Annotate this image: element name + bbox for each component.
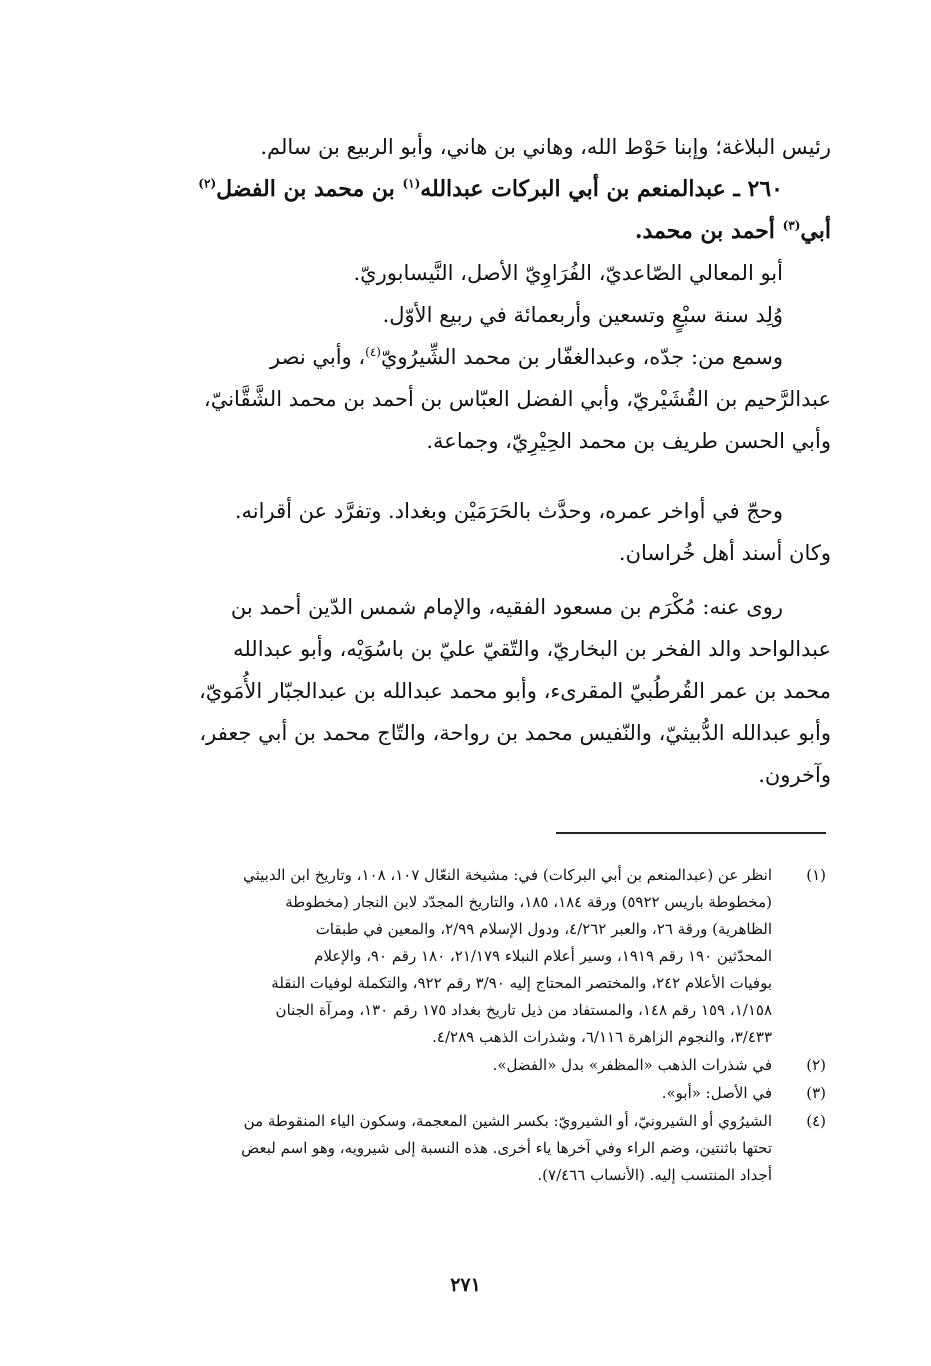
- footnote-line: ١/١٥٨، ١٥٩ رقم ١٤٨، والمستفاد من ذيل تاريخ بغداد ١٧٥ رقم ١٣٠، ومرآة الجنان: [275, 1001, 772, 1019]
- footnote-4: [100, 1108, 826, 1189]
- footnote-ref-4[interactable]: (٤): [365, 345, 381, 359]
- footnote-line: انظر عن (عبدالمنعم بن أبي البركات) في: مشيخة النعّال ١٠٧، ١٠٨، وتاريخ ابن الدبيثي: [243, 866, 772, 884]
- footnote-ref-3[interactable]: (٣): [782, 218, 801, 233]
- text-line-5: وُلِد سنة سبْعٍ وتسعين وأربعمائة في ربيع الأوّل.: [382, 303, 783, 327]
- entry-heading-line-1: [99, 168, 831, 210]
- page-number: ٢٧١: [450, 1274, 481, 1296]
- footnote-line: (مخطوطة باريس ٥٩٢٢) ورقة ١٨٤، ١٨٥، والتاريخ المجدّد لابن النجار (مخطوطة: [285, 893, 772, 911]
- text-line-4: أبو المعالي الصّاعديّ، الفُرَاوِيّ الأصل، النَّيسابوريّ.: [353, 261, 783, 285]
- main-text-block-1: [99, 126, 831, 462]
- footnote-line: في شذرات الذهب «المظفر» بدل «الفضل».: [492, 1056, 772, 1074]
- footnote-line: الظاهرية) ورقة ٢٦، والعبر ٤/٢٦٢، ودول الإسلام ٢/٩٩، والمعين في طبقات: [315, 920, 772, 938]
- text-line-7: عبدالرَّحيم بن القُشَيْريّ، وأبي الفضل العبّاس بن أحمد بن محمد الشَّقَّانيّ،: [203, 387, 831, 411]
- footnote-line: بوفيات الأعلام ٢٤٢، والمختصر المحتاج إليه ٣/٩٠ رقم ٩٢٢، والتكملة لوفيات النقلة: [271, 974, 772, 992]
- footnote-2: [100, 1052, 826, 1079]
- text-line-11: روى عنه: مُكْرَم بن مسعود الفقيه، والإمام شمس الدّين أحمد بن: [230, 595, 783, 619]
- footnote-ref-2[interactable]: (٢): [198, 176, 217, 191]
- text-line-14: وأبو عبدالله الدُّبيثيّ، والنّفيس محمد بن رواحة، والتّاج محمد بن أبي جعفر،: [199, 721, 831, 745]
- footnote-number: (١): [806, 866, 826, 884]
- footnote-body: [100, 1108, 772, 1189]
- footnote-line: المحدّثين ١٩٠ رقم ١٩١٩، وسير أعلام النبلاء ٢١/١٧٩، ١٨٠ رقم ٩٠، والإعلام: [314, 947, 772, 965]
- footnote-line: تحتها باثنتين، وضم الراء وفي آخرها ياء أخرى. هذه النسبة إلى شيرويه، وهو اسم لبعض: [241, 1139, 772, 1157]
- main-text-block-2: [99, 490, 831, 574]
- footnote-line: ٣/٤٣٣، والنجوم الزاهرة ٦/١١٦، وشذرات الذهب ٤/٢٨٩.: [432, 1028, 772, 1046]
- text-line-8: وأبي الحسن طريف بن محمد الحِيْرِيّ، وجماعة.: [426, 429, 831, 453]
- entry-heading-part-a: ٢٦٠ ـ عبدالمنعم بن أبي البركات عبدالله: [420, 176, 783, 202]
- footnote-line: الشيرُوي أو الشيرونيّ، أو الشيرويّ: بكسر الشين المعجمة، وسكون الياء المنقوطة من: [243, 1112, 772, 1130]
- footnote-number: (٣): [806, 1084, 826, 1102]
- entry-heading-part-d: أحمد بن محمد.: [634, 218, 783, 244]
- text-line-12: عبدالواحد والد الفخر بن البخاريّ، والتّقيّ عليّ بن باسُوَيْه، وأبو عبدالله: [233, 637, 831, 661]
- footnote-ref-1[interactable]: (١): [402, 176, 421, 191]
- footnote-line: أجداد المنتسب إليه. (الأنساب ٧/٤٦٦).: [537, 1166, 772, 1184]
- footnote-number: (٤): [806, 1112, 826, 1130]
- footnote-separator: [556, 832, 826, 834]
- text-line-15: وآخرون.: [758, 763, 831, 787]
- footnote-line: في الأصل: «أبو».: [661, 1084, 772, 1102]
- entry-heading-part-b: بن محمد بن الفضل: [216, 176, 403, 202]
- heard-from-line: [99, 336, 831, 378]
- entry-heading-part-c: أبي: [800, 218, 831, 244]
- footnote-number: (٢): [806, 1056, 826, 1074]
- text-line-10: وكان أسند أهل خُراسان.: [618, 541, 831, 565]
- heard-from-part-b: ، وأبي نصر: [270, 345, 366, 369]
- footnote-body: [100, 1080, 772, 1107]
- text-line-9: وحجّ في أواخر عمره، وحدَّث بالحَرَمَيْن وبغداد. وتفرَّد عن أقرانه.: [234, 499, 783, 523]
- footnotes-section: [100, 862, 826, 1190]
- main-text-block-3: [99, 586, 831, 796]
- footnote-3: [100, 1080, 826, 1107]
- text-line-1: رئيس البلاغة؛ وإبنا حَوْط الله، وهاني بن هاني، وأبو الربيع بن سالم.: [260, 135, 831, 159]
- footnote-1: [100, 862, 826, 1051]
- heard-from-part-a: وسمع من: جدّه، وعبدالغفّار بن محمد الشِّيرُويّ: [380, 345, 783, 369]
- footnote-body: [100, 1052, 772, 1079]
- entry-heading-line-2: [99, 210, 831, 252]
- text-line-13: محمد بن عمر القُرطُبيّ المقرىء، وأبو محمد عبدالله بن عبدالجبّار الأُمَويّ،: [199, 679, 831, 703]
- footnote-body: [100, 862, 772, 1051]
